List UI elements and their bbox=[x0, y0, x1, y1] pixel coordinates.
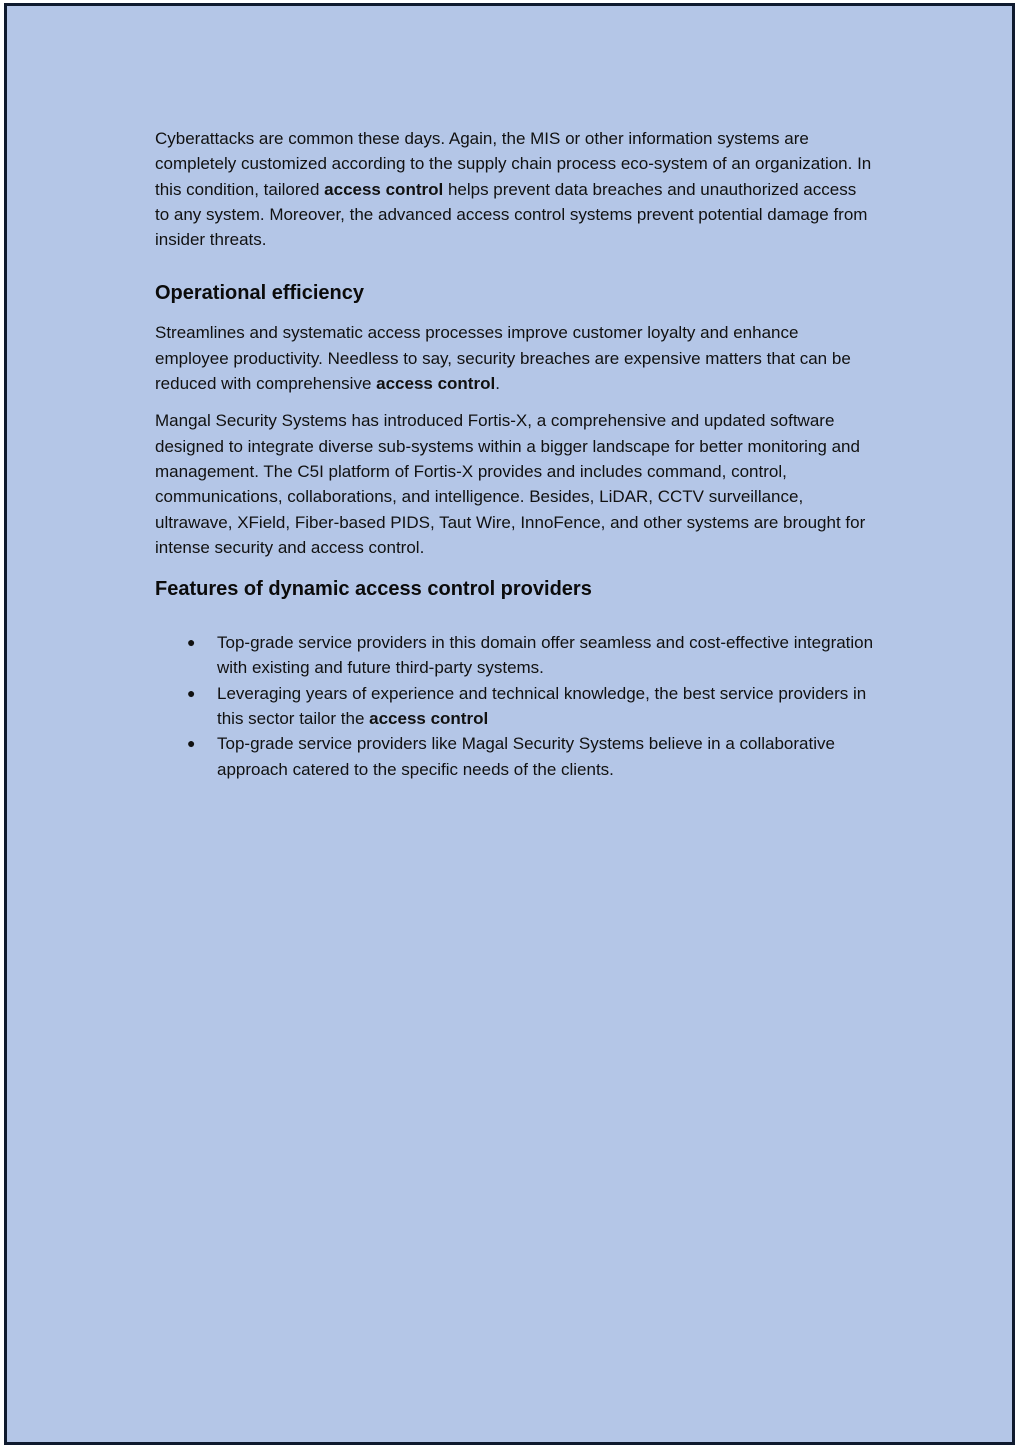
list-item-text: Top-grade service providers like Magal Security Systems believe in a collaborative approach catered to the specific needs of the clients. bbox=[217, 734, 835, 779]
paragraph-text: . bbox=[495, 374, 500, 394]
heading-features: Features of dynamic access control providers bbox=[155, 578, 592, 601]
list-item bbox=[187, 731, 875, 782]
bold-keyword: access control bbox=[376, 374, 496, 394]
list-item-text: Top-grade service providers in this domain offer seamless and cost-effective integration with existing and future third-party systems. bbox=[217, 633, 874, 678]
paragraph-fortis-x: Mangal Security Systems has introduced Fortis-X, a comprehensive and updated software designed to integrate diverse sub-systems within a bigger landscape for better monitoring and management. The C5I platform of Fortis-X provides and includes command, control, communications, collaborations, and intelligence. Besides, LiDAR, CCTV surveillance, ultrawave, XField, Fiber-based PIDS, Taut Wire, InnoFence, and other systems are brought for intense security and access control. bbox=[155, 411, 866, 557]
list-item-text: Leveraging years of experience and technical knowledge, the best service providers in this sector tailor the bbox=[217, 683, 867, 729]
list-item bbox=[187, 681, 875, 732]
paragraph-text: Cyberattacks are common these days. Again, the MIS or other information systems are completely customized according to the supply chain process eco-system of an organization. In this condition, tailored bbox=[155, 129, 872, 199]
paragraph-streamlines bbox=[155, 320, 875, 396]
bullet-icon: ● bbox=[187, 735, 196, 752]
document-content bbox=[155, 126, 875, 782]
heading-operational-efficiency: Operational efficiency bbox=[155, 282, 364, 305]
paragraph-cyberattacks bbox=[155, 126, 875, 252]
paragraph-text: Streamlines and systematic access processes improve customer loyalty and enhance employee productivity. Needless to say, security breaches are expensive matters that can be reduced with comprehensive bbox=[155, 323, 851, 394]
features-list bbox=[155, 630, 875, 782]
bold-keyword: access control bbox=[369, 709, 489, 729]
bullet-icon: ● bbox=[187, 634, 196, 651]
paragraph-text: helps prevent data breaches and unauthorized access to any system. Moreover, the advanced access control systems prevent potential damage from insider threats. bbox=[155, 179, 868, 250]
document-page bbox=[4, 3, 1015, 1445]
list-item bbox=[187, 630, 875, 681]
bullet-icon: ● bbox=[187, 684, 196, 701]
bold-keyword: access control bbox=[324, 179, 444, 199]
